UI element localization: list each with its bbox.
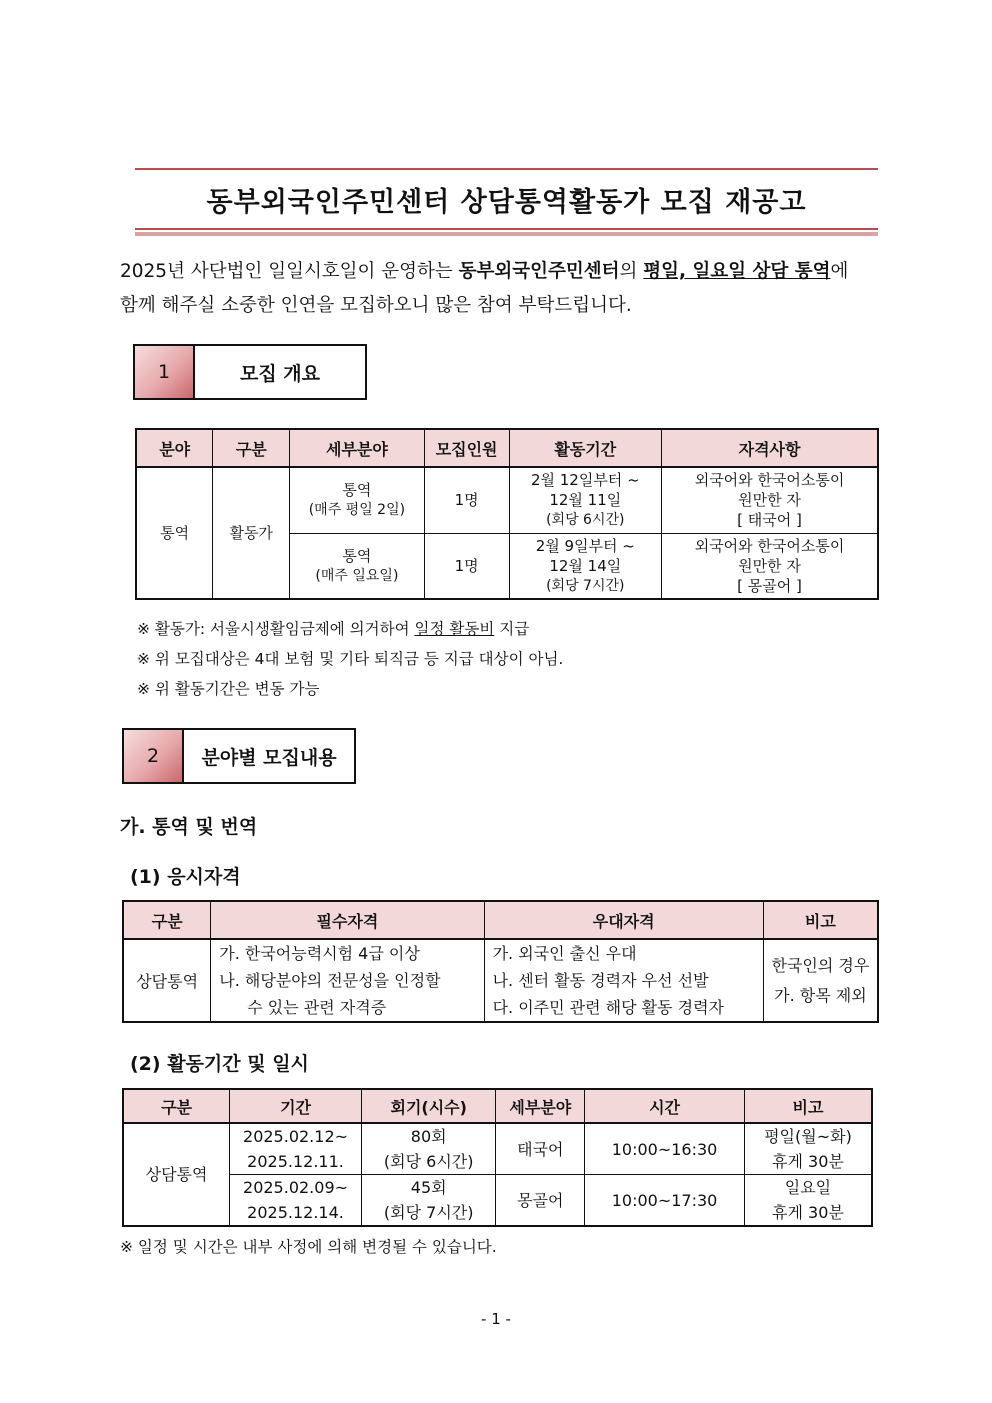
qual-text: 외국어와 한국어소통이 [694,471,845,490]
time-cell: 10:00~17:30 [585,1175,745,1227]
note-text: 지급 [494,620,530,638]
header-cell: 분야 [136,429,213,467]
intro-line-2: 함께 해주실 소중한 인연을 모집하오니 많은 참여 부탁드립니다. [120,295,632,316]
remark-text: 평일(월~화) [764,1127,852,1146]
title-block [135,168,878,236]
schedule-table [122,1088,873,1227]
table-row [136,467,878,533]
section-2-number: 2 [124,730,184,782]
subheading-1: (1) 응시자격 [130,866,241,888]
qual-text: 원만한 자 [738,491,801,510]
table-row [123,1123,872,1175]
field-cell: 통역 [136,467,213,599]
period-text: 12월 14일 [549,556,622,575]
header-cell: 구분 [123,901,211,939]
header-cell: 우대자격 [484,901,763,939]
remark-text: 한국인의 경우 [771,955,870,975]
eligibility-table [122,900,879,1023]
table-row [123,1175,872,1227]
note-underlined: 일정 활동비 [414,620,495,638]
period-cell [230,1123,362,1175]
qualification-cell [662,467,878,533]
period-text: 12월 11일 [549,491,622,510]
period-text: 2월 9일부터 ~ [535,536,635,555]
header-cell: 비고 [744,1089,872,1123]
intro-text: 의 [619,261,644,282]
period-text: 2025.02.12~ [243,1127,349,1146]
preferred-item: 다. 이주민 관련 해당 활동 경력자 [492,998,725,1017]
detail-text: 통역 [342,481,372,500]
required-item: 가. 한국어능력시험 4급 이상 [219,944,420,963]
intro-text: 2025년 사단법인 일일시호일이 운영하는 [120,261,459,282]
period-cell [230,1175,362,1227]
section-1-header [133,344,367,400]
period-cell [509,533,662,599]
session-text: 80회 [410,1127,447,1146]
required-item: 나. 해당분야의 전문성을 인정할 [219,971,441,990]
qual-text: 원만한 자 [738,556,801,575]
remark-cell [763,939,878,1022]
schedule-note: ※ 일정 및 시간은 내부 사정에 의해 변경될 수 있습니다. [120,1238,497,1256]
remark-cell [744,1123,872,1175]
note-text: ※ 활동가: 서울시생활임금제에 의거하여 [137,620,415,638]
table-header-row [123,901,878,939]
title-rule-bottom [135,228,878,230]
remark-text: 휴게 30분 [772,1152,844,1171]
subheading-2: (2) 활동기간 및 일시 [130,1053,309,1075]
period-text: 2025.12.14. [247,1203,344,1222]
qual-text: 외국어와 한국어소통이 [694,536,845,555]
intro-emphasis: 평일, 일요일 상담 통역 [643,261,831,282]
header-cell: 비고 [763,901,878,939]
intro-paragraph [120,255,880,323]
header-cell: 모집인원 [424,429,509,467]
session-cell [361,1123,496,1175]
category-cell: 상담통역 [123,939,211,1022]
category-cell: 상담통역 [123,1123,230,1226]
period-text: 2025.02.09~ [243,1178,349,1197]
session-text: (회당 7시간) [383,1203,474,1222]
header-cell: 회기(시수) [361,1089,496,1123]
header-cell: 활동기간 [509,429,662,467]
header-cell: 기간 [230,1089,362,1123]
header-cell: 자격사항 [662,429,878,467]
remark-text: 일요일 [784,1178,832,1197]
preferred-cell [484,939,763,1022]
time-cell: 10:00~16:30 [585,1123,745,1175]
header-cell: 세부분야 [496,1089,585,1123]
period-text: 2025.12.11. [247,1152,344,1171]
note-line [137,614,563,644]
table-row [123,939,878,1022]
title-rule-bottom-accent [135,232,878,236]
subheading-a: 가. 통역 및 번역 [120,816,258,838]
notes-overview [137,614,563,704]
table-header-row [136,429,878,467]
intro-text: 에 [830,261,849,282]
section-1-number: 1 [135,346,195,398]
table-header-row [123,1089,872,1123]
page-number: - 1 - [481,1310,511,1328]
page-title: 동부외국인주민센터 상담통역활동가 모집 재공고 [206,186,807,218]
header-cell: 구분 [213,429,290,467]
preferred-item: 나. 센터 활동 경력자 우선 선발 [492,971,709,990]
detail-text: 통역 [342,546,372,565]
detail-subtext: (매주 평일 2일) [308,502,406,519]
section-1-label: 모집 개요 [239,362,321,385]
session-text: (회당 6시간) [383,1152,474,1171]
header-cell: 세부분야 [290,429,425,467]
section-2-header [122,728,356,784]
period-text: (회당 6시간) [546,512,625,529]
period-text: (회당 7시간) [546,577,625,594]
required-cell [211,939,484,1022]
header-cell: 시간 [585,1089,745,1123]
remark-cell [744,1175,872,1227]
note-line: ※ 위 활동기간은 변동 가능 [137,680,320,698]
recruitment-overview-table [135,428,879,600]
qual-text: [ 태국어 ] [737,511,802,530]
language-cell: 태국어 [496,1123,585,1175]
count-cell: 1명 [424,533,509,599]
session-text: 45회 [410,1178,447,1197]
header-cell: 구분 [123,1089,230,1123]
period-text: 2월 12일부터 ~ [530,471,640,490]
remark-text: 휴게 30분 [772,1203,844,1222]
period-cell [509,467,662,533]
detail-cell [290,533,425,599]
count-cell: 1명 [424,467,509,533]
intro-line-1 [120,255,880,289]
qual-text: [ 몽골어 ] [737,576,802,595]
intro-org: 동부외국인주민센터 [458,261,620,282]
required-item: 수 있는 관련 자격증 [247,998,387,1017]
language-cell: 몽골어 [496,1175,585,1227]
header-cell: 필수자격 [211,901,484,939]
session-cell [361,1175,496,1227]
remark-text: 가. 항목 제외 [774,985,867,1005]
note-line: ※ 위 모집대상은 4대 보험 및 기타 퇴직금 등 지급 대상이 아님. [137,650,564,668]
detail-cell [290,467,425,533]
detail-subtext: (매주 일요일) [315,567,399,584]
preferred-item: 가. 외국인 출신 우대 [492,944,637,963]
section-2-label: 분야별 모집내용 [201,746,337,769]
category-cell: 활동가 [213,467,290,599]
qualification-cell [662,533,878,599]
